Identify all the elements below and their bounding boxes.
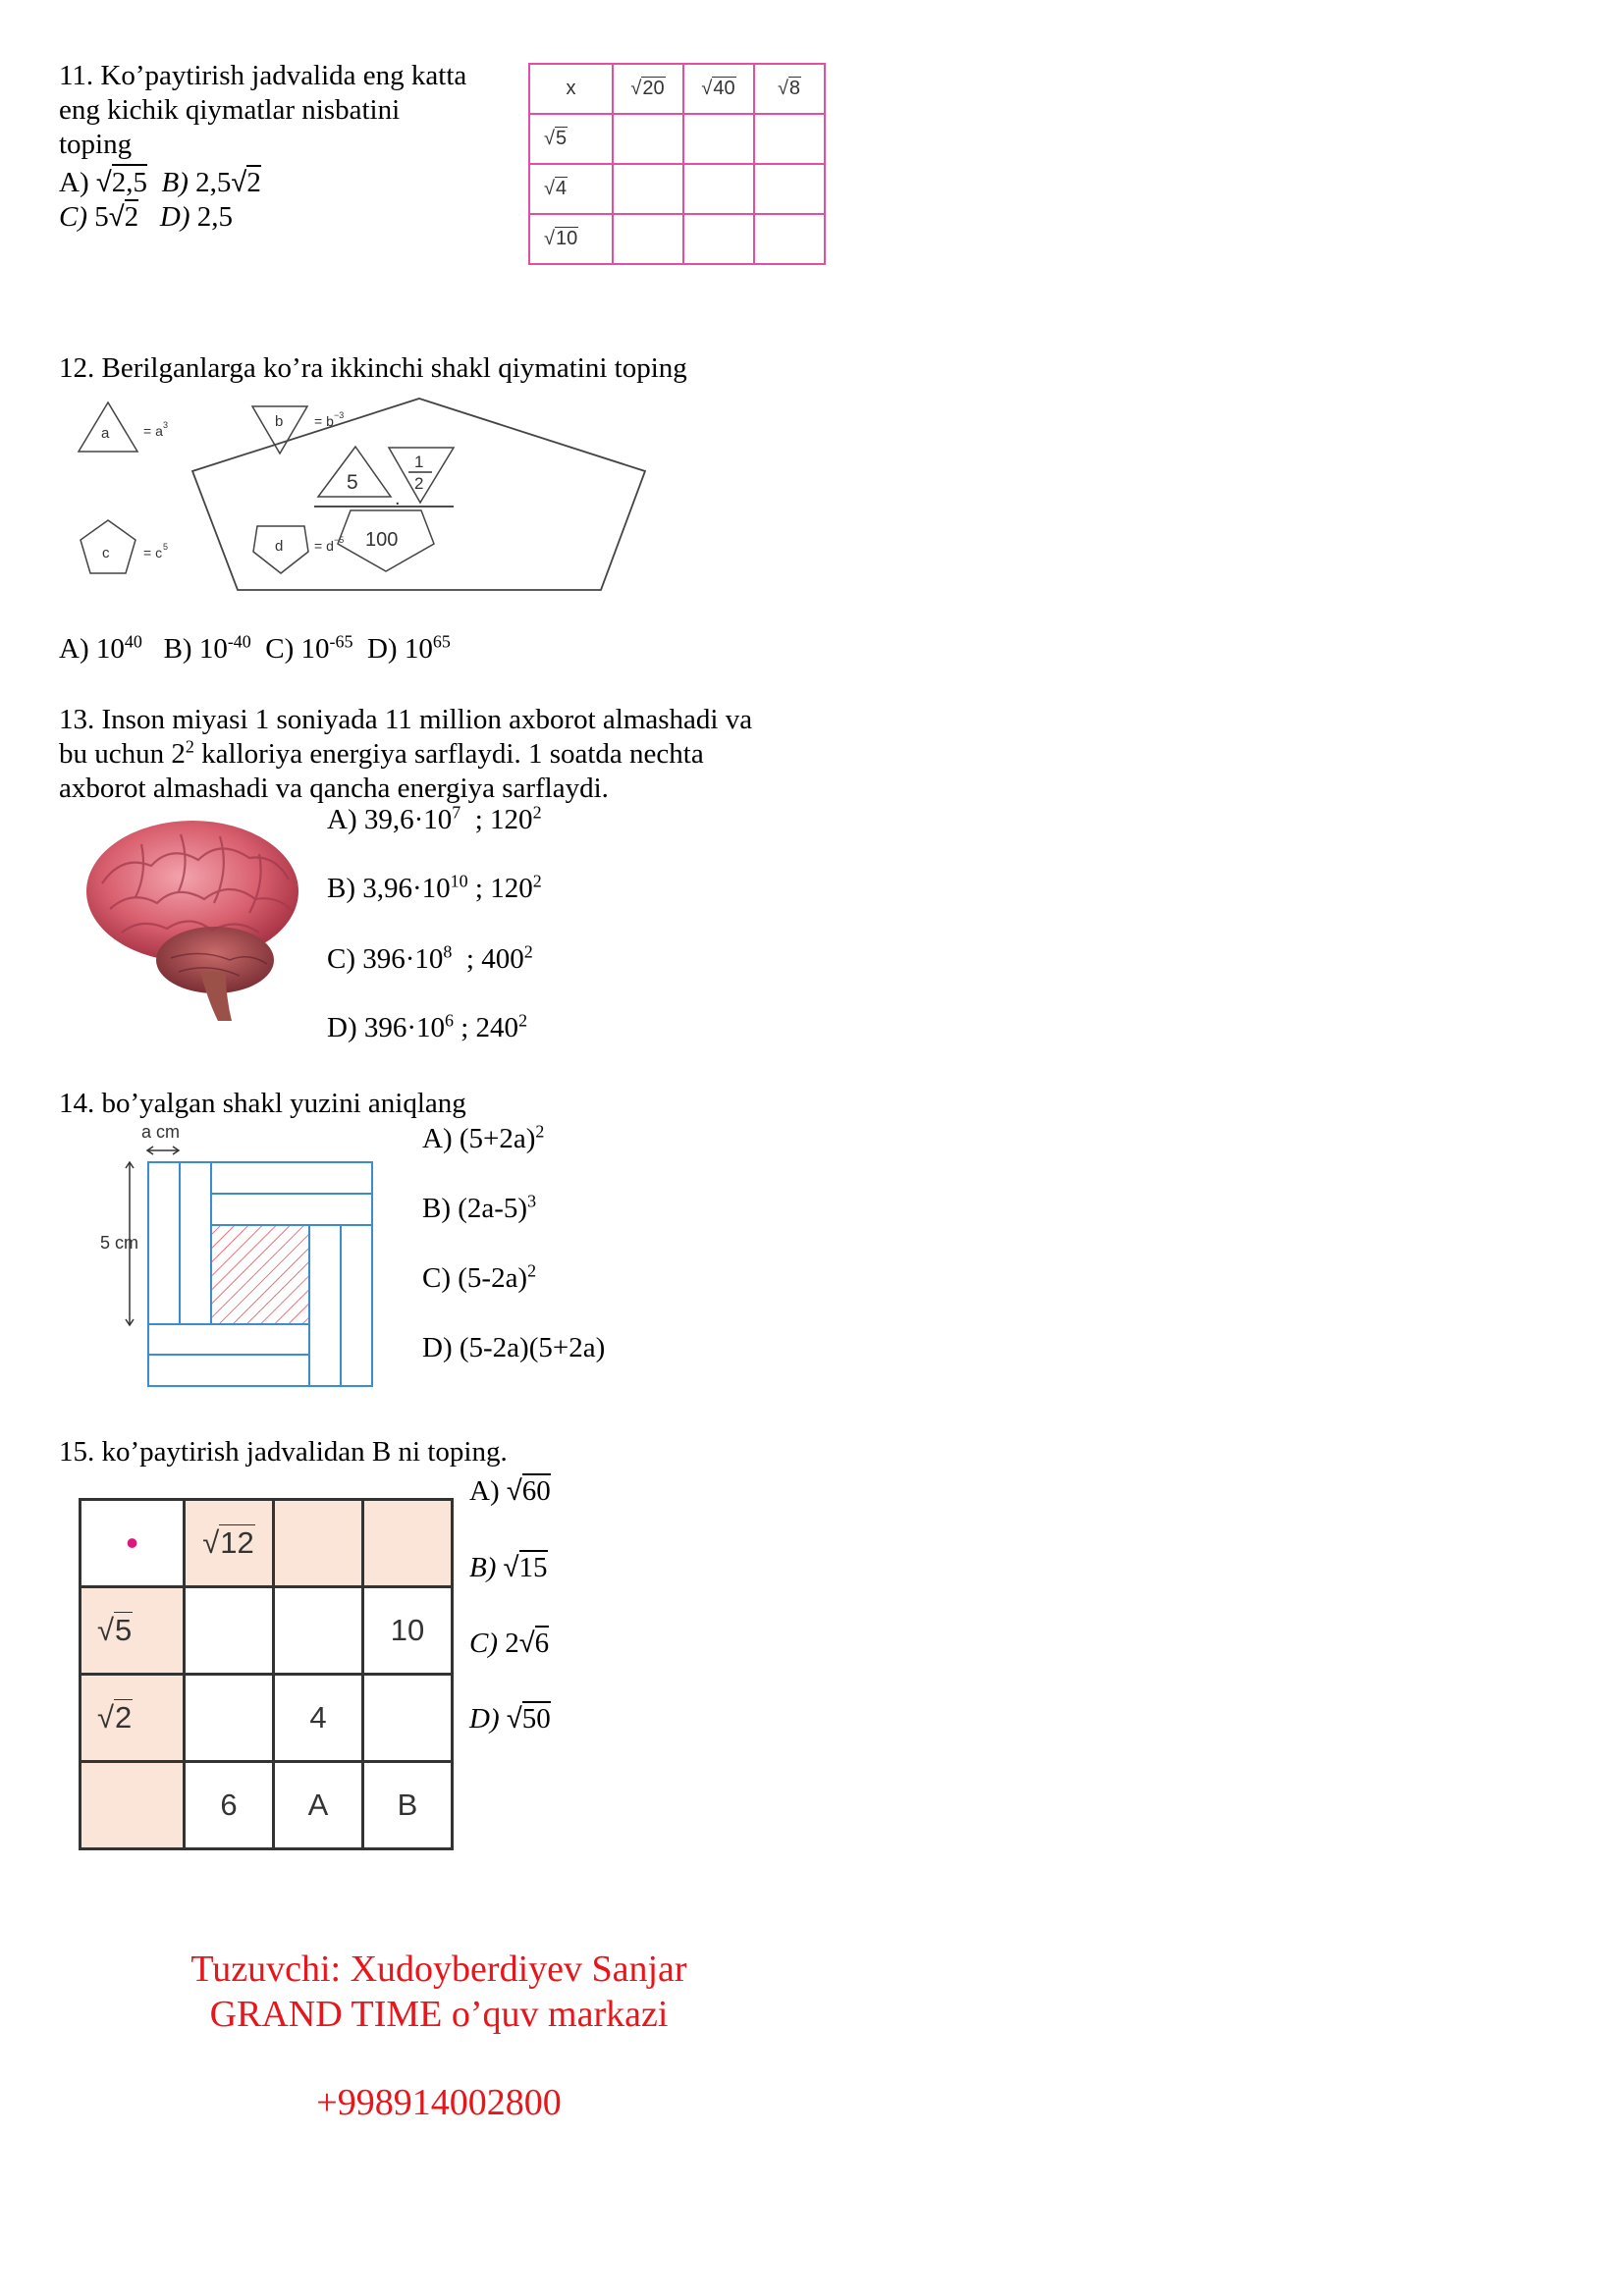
q11-option-b-rad: 2 bbox=[246, 167, 261, 198]
q14-option-a: A) $(5+2a)^2$ bbox=[422, 1121, 545, 1154]
q15-cell bbox=[185, 1587, 274, 1675]
q11-options-row1: A) √2,5 B) 2,5√2 bbox=[59, 164, 511, 200]
q11-cell bbox=[683, 214, 754, 264]
q15-cell: 6 bbox=[185, 1762, 274, 1849]
q11-option-a-label: A) bbox=[59, 167, 89, 198]
q15-option-c: C) 2√6 bbox=[469, 1628, 550, 1659]
brain-image bbox=[82, 815, 308, 1026]
q12-legend-c-exp: 5 bbox=[163, 542, 169, 552]
q12-legend-b-eq: = b bbox=[314, 413, 334, 429]
q15-row-header: √5 bbox=[81, 1587, 185, 1675]
q15-row-header bbox=[81, 1762, 185, 1849]
q11-block bbox=[59, 59, 511, 235]
q14-option-d: D) (5-2a)(5+2a) bbox=[422, 1332, 606, 1363]
q11-option-d-value: 2,5 bbox=[196, 201, 234, 233]
q12-figure-frac-den: 2 bbox=[414, 474, 424, 493]
q14-option-b: B) $(2a-5)^3$ bbox=[422, 1191, 537, 1224]
q12-legend-a: a bbox=[101, 425, 110, 442]
q11-cell bbox=[754, 214, 825, 264]
q12-option-d: D) $10^{65}$ bbox=[366, 631, 451, 665]
q12-legend-b-exp: −3 bbox=[334, 410, 345, 420]
big-pentagon-shape bbox=[192, 399, 645, 590]
q11-cell bbox=[683, 114, 754, 164]
q13-question-line1: 13. Inson miyasi 1 soniyada 11 million axborot almashadi va bbox=[59, 704, 753, 735]
q15-col-header bbox=[363, 1500, 453, 1587]
q11-option-c-label: C) bbox=[59, 201, 87, 233]
q12-figure-dot: . bbox=[395, 488, 401, 509]
q12-legend-a-eq: = a bbox=[143, 423, 163, 439]
q11-table-corner: x bbox=[529, 64, 613, 114]
q12-figure-frac-num: 1 bbox=[414, 453, 424, 471]
q13-question-line3: axborot almashadi va qancha energiya sarflaydi. bbox=[59, 773, 609, 804]
q15-cell: 10 bbox=[363, 1587, 453, 1675]
q11-cell bbox=[613, 164, 683, 214]
q11-col-header: √40 bbox=[683, 64, 754, 114]
q12-legend-d: d bbox=[275, 538, 284, 555]
q12-option-b: B) $10^{-40}$ bbox=[163, 631, 251, 665]
q15-option-a: A) √60 bbox=[469, 1475, 551, 1507]
q15-cell: A bbox=[274, 1762, 363, 1849]
q13-option-b: B) $3,96\cdot 10^{10}$ ; $120^2$ bbox=[327, 871, 542, 904]
q13-question-line2: bu uchun $2^2$ kalloriya energiya sarflaydi. 1 soatda nechta bbox=[59, 736, 704, 770]
q12-option-a: A) $10^{40}$ bbox=[59, 631, 142, 665]
q11-cell bbox=[613, 114, 683, 164]
q11-col-header: √20 bbox=[613, 64, 683, 114]
footer-center-name: GRAND TIME o’quv markazi bbox=[209, 1994, 669, 2035]
q15-cell bbox=[363, 1675, 453, 1762]
q15-cell bbox=[185, 1675, 274, 1762]
q11-col-header: √8 bbox=[754, 64, 825, 114]
q14-question: 14. bo’yalgan shakl yuzini aniqlang bbox=[59, 1088, 466, 1119]
q15-option-d: D) √50 bbox=[469, 1703, 551, 1735]
q11-option-d-label: D) bbox=[159, 201, 190, 233]
q15-table-corner: • bbox=[81, 1500, 185, 1587]
q13-question bbox=[59, 703, 825, 806]
q11-question-line2: eng kichik qiymatlar nisbatini bbox=[59, 94, 401, 126]
q11-cell bbox=[683, 164, 754, 214]
q15-question: 15. ko’paytirish jadvalidan B ni toping. bbox=[59, 1436, 508, 1468]
q12-legend-c: c bbox=[102, 545, 110, 561]
q15-col-header bbox=[274, 1500, 363, 1587]
q12-option-c: C) $10^{-65}$ bbox=[265, 631, 353, 665]
q15-cell: 4 bbox=[274, 1675, 363, 1762]
q15-option-b: B) √15 bbox=[469, 1552, 548, 1583]
q15-col-header: √12 bbox=[185, 1500, 274, 1587]
q11-row-header: √10 bbox=[529, 214, 613, 264]
q11-cell bbox=[613, 214, 683, 264]
q11-cell bbox=[754, 114, 825, 164]
q11-option-b-label: B) bbox=[161, 167, 189, 198]
q11-option-a-value: 2,5 bbox=[112, 164, 147, 200]
q12-legend-a-exp: 3 bbox=[163, 420, 169, 430]
q11-cell bbox=[754, 164, 825, 214]
footer-author: Tuzuvchi: Xudoyberdiyev Sanjar bbox=[190, 1949, 687, 1990]
q11-row-header: √4 bbox=[529, 164, 613, 214]
q14-label-5: 5 cm bbox=[100, 1233, 139, 1253]
q12-options bbox=[59, 632, 451, 667]
q12-figure-pent-val: 100 bbox=[365, 529, 399, 551]
q14-label-a: a cm bbox=[141, 1122, 181, 1142]
q15-cell bbox=[274, 1587, 363, 1675]
q13-option-a: A) $39,6\cdot 10^7$ ; $120^2$ bbox=[327, 802, 542, 835]
q11-question-line1: 11. Ko’paytirish jadvalida eng katta bbox=[59, 60, 467, 91]
q14-shaded-square bbox=[211, 1225, 309, 1324]
q11-option-c-pre: 5 bbox=[94, 201, 109, 233]
q11-row-header: √5 bbox=[529, 114, 613, 164]
q11-options-row2: C) 5√2 D) 2,5 bbox=[59, 201, 234, 233]
q11-question-line3: toping bbox=[59, 129, 133, 160]
q15-cell: B bbox=[363, 1762, 453, 1849]
q13-option-d: D) $396\cdot 10^6$ ; $240^2$ bbox=[327, 1010, 528, 1043]
footer bbox=[0, 1947, 878, 2125]
q11-option-c-rad: 2 bbox=[124, 201, 139, 233]
q14-option-c: C) $(5-2a)^2$ bbox=[422, 1260, 537, 1294]
q13-option-c: C) $396\cdot 10^8$ ; $400^2$ bbox=[327, 941, 533, 975]
q15-multiplication-table bbox=[79, 1498, 454, 1850]
q15-row-header: √2 bbox=[81, 1675, 185, 1762]
q12-figure-tri-val: 5 bbox=[347, 471, 358, 494]
q12-legend-d-exp: −5 bbox=[334, 535, 345, 545]
q11-option-b-pre: 2,5 bbox=[195, 167, 232, 198]
q12-legend-d-eq: = d bbox=[314, 538, 334, 554]
footer-phone: +998914002800 bbox=[316, 2082, 562, 2123]
q11-multiplication-table bbox=[528, 63, 826, 265]
q12-legend-c-eq: = c bbox=[143, 545, 163, 561]
q14-figure bbox=[88, 1121, 383, 1396]
q12-question: 12. Berilganlarga ko’ra ikkinchi shakl qiymatini toping bbox=[59, 352, 687, 384]
q12-figure bbox=[69, 391, 658, 597]
q12-legend-b: b bbox=[275, 413, 284, 430]
